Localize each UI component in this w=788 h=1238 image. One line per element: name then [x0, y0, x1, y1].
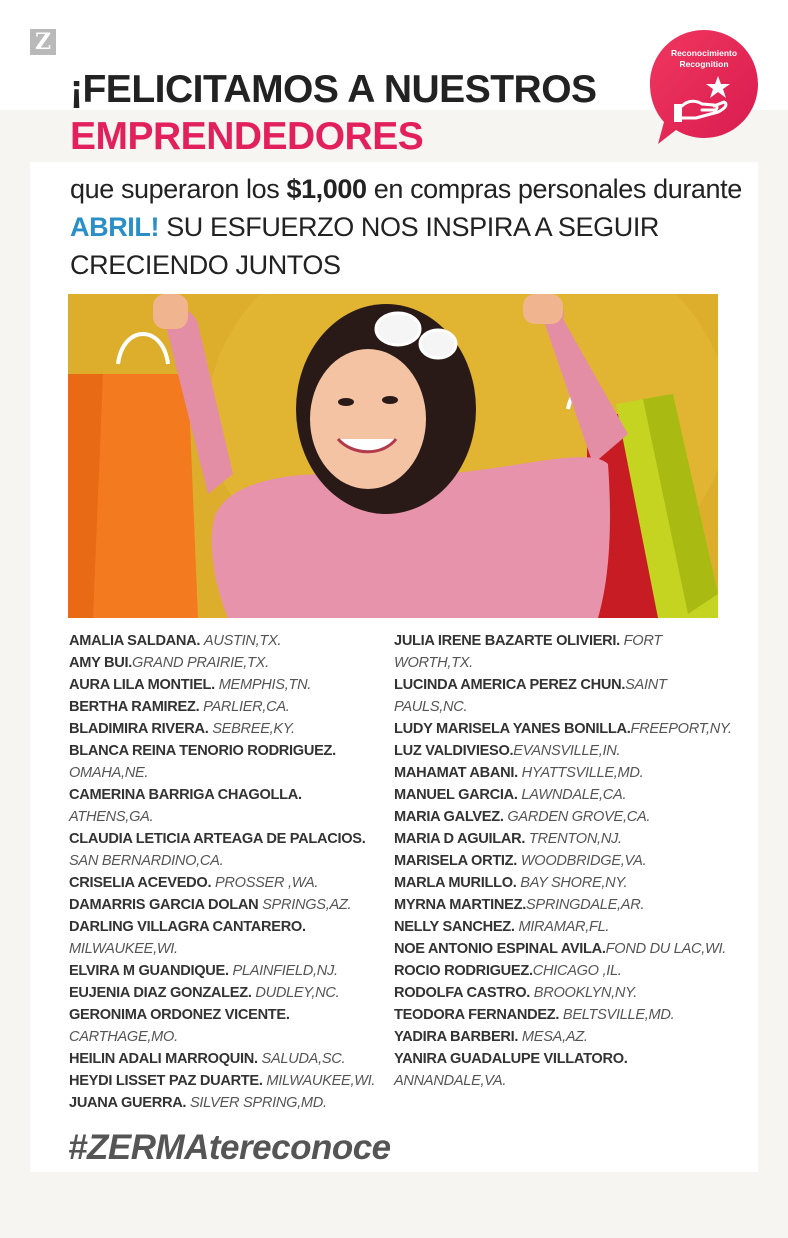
- recognized-entry: [394, 762, 734, 784]
- recognized-entry: [394, 1048, 734, 1092]
- recognized-name: HEYDI LISSET PAZ DUARTE.: [69, 1073, 267, 1089]
- recognized-city: TRENTON,NJ.: [528, 831, 622, 847]
- recognized-entry: [69, 696, 387, 718]
- recognized-name: JULIA IRENE BAZARTE OLIVIERI.: [394, 633, 624, 649]
- recognized-name: CLAUDIA LETICIA ARTEAGA DE PALACIOS.: [69, 831, 366, 847]
- recognized-name: GERONIMA ORDONEZ VICENTE.: [69, 1007, 290, 1023]
- badge-line-2: Recognition: [679, 59, 729, 69]
- recognized-entry: [394, 938, 734, 960]
- recognized-city: MILWAUKEE,WI.: [69, 941, 178, 957]
- recognized-entry: [394, 674, 734, 718]
- recognized-entry: [69, 1070, 387, 1092]
- recognized-city: BAY SHORE,NY.: [520, 875, 628, 891]
- intro-text: [70, 170, 760, 284]
- recognized-city: SPRINGS,AZ.: [262, 897, 352, 913]
- recognized-name: LUCINDA AMERICA PEREZ CHUN.: [394, 677, 626, 693]
- recognized-name: MARIA D AGUILAR.: [394, 831, 529, 847]
- recognized-name: MARIA GALVEZ.: [394, 809, 508, 825]
- recognized-entry: [69, 894, 387, 916]
- recognized-city: DUDLEY,NC.: [255, 985, 340, 1001]
- recognized-name: AURA LILA MONTIEL.: [69, 677, 219, 693]
- recognized-name: LUZ VALDIVIESO.: [394, 743, 514, 759]
- z-logo-icon: Z: [30, 29, 56, 55]
- recognized-city: EVANSVILLE,IN.: [513, 743, 621, 759]
- recognized-entry: [69, 652, 387, 674]
- recognized-entry: [394, 828, 734, 850]
- recognized-city: AUSTIN,TX.: [203, 633, 282, 649]
- recognized-name: CRISELIA ACEVEDO.: [69, 875, 215, 891]
- recognized-city: BELTSVILLE,MD.: [562, 1007, 675, 1023]
- recognized-name: NOE ANTONIO ESPINAL AVILA.: [394, 941, 606, 957]
- intro-month: ABRIL!: [70, 212, 160, 242]
- recognized-name: RODOLFA CASTRO.: [394, 985, 534, 1001]
- recognition-badge: [648, 28, 760, 146]
- recognized-entry: [69, 674, 387, 696]
- recognized-name: YANIRA GUADALUPE VILLATORO.: [394, 1051, 628, 1067]
- hero-photo: [68, 294, 718, 618]
- recognized-city: MILWAUKEE,WI.: [266, 1073, 376, 1089]
- recognized-city: PARLIER,CA.: [203, 699, 290, 715]
- recognized-city: MESA,AZ.: [521, 1029, 588, 1045]
- recognized-entry: [69, 1048, 387, 1070]
- recognized-name: MARISELA ORTIZ.: [394, 853, 521, 869]
- recognized-name: MANUEL GARCIA.: [394, 787, 522, 803]
- recognized-name: BERTHA RAMIREZ.: [69, 699, 204, 715]
- recognized-name: NELLY SANCHEZ.: [394, 919, 519, 935]
- recognized-city: SEBREE,KY.: [212, 721, 295, 737]
- recognized-name: MARLA MURILLO.: [394, 875, 521, 891]
- recognized-entry: [69, 960, 387, 982]
- recognized-city: ATHENS,GA.: [69, 809, 154, 825]
- recognized-name: DAMARRIS GARCIA DOLAN: [69, 897, 263, 913]
- recognized-list-left: [69, 630, 387, 1114]
- recognized-city: HYATTSVILLE,MD.: [521, 765, 644, 781]
- recognized-entry: [394, 630, 734, 674]
- recognized-city: FREEPORT,NY.: [630, 721, 732, 737]
- recognized-city: GRAND PRAIRIE,TX.: [132, 655, 269, 671]
- recognized-name: ELVIRA M GUANDIQUE.: [69, 963, 233, 979]
- recognized-city: SAINT PAULS,NC.: [394, 677, 667, 715]
- intro-text-part-3: SU ESFUERZO NOS INSPIRA A SEGUIR CRECIENDO JUNTOS: [70, 212, 660, 280]
- recognized-entry: [69, 828, 387, 872]
- intro-text-part-2: en compras personales durante: [366, 174, 742, 204]
- intro-text-part-1: que superaron los: [70, 174, 287, 204]
- recognized-entry: [69, 784, 387, 828]
- recognized-entry: [69, 718, 387, 740]
- recognized-city: CHICAGO ,IL.: [532, 963, 622, 979]
- recognized-name: AMALIA SALDANA.: [69, 633, 204, 649]
- recognized-entry: [69, 630, 387, 652]
- recognized-name: TEODORA FERNANDEZ.: [394, 1007, 563, 1023]
- recognized-city: LAWNDALE,CA.: [521, 787, 627, 803]
- headline-line-2: EMPRENDEDORES: [70, 115, 424, 158]
- recognized-entry: [69, 982, 387, 1004]
- recognized-entry: [394, 982, 734, 1004]
- recognized-city: CARTHAGE,MO.: [69, 1029, 178, 1045]
- headline-line-1: ¡FELICITAMOS A NUESTROS: [70, 68, 597, 111]
- badge-line-1: Reconocimiento: [670, 48, 738, 58]
- intro-amount: $1,000: [286, 174, 367, 204]
- recognized-entry: [394, 916, 734, 938]
- recognized-entry: [394, 960, 734, 982]
- shopping-bag-orange: [68, 334, 198, 618]
- recognized-entry: [69, 740, 387, 784]
- recognized-name: HEILIN ADALI MARROQUIN.: [69, 1051, 262, 1067]
- recognized-name: EUJENIA DIAZ GONZALEZ.: [69, 985, 256, 1001]
- recognized-entry: [69, 1092, 387, 1114]
- recognized-name: YADIRA BARBERI.: [394, 1029, 522, 1045]
- recognized-name: DARLING VILLAGRA CANTARERO.: [69, 919, 306, 935]
- recognized-city: PROSSER ,WA.: [214, 875, 319, 891]
- hashtag: #ZERMAtereconoce: [68, 1128, 391, 1167]
- recognized-entry: [394, 1026, 734, 1048]
- recognized-city: OMAHA,NE.: [69, 765, 149, 781]
- recognized-city: SILVER SPRING,MD.: [189, 1095, 327, 1111]
- recognized-name: LUDY MARISELA YANES BONILLA.: [394, 721, 631, 737]
- recognized-entry: [394, 718, 734, 740]
- recognized-city: BROOKLYN,NY.: [533, 985, 637, 1001]
- recognized-list-right: [394, 630, 734, 1092]
- recognized-entry: [69, 872, 387, 894]
- recognized-city: GARDEN GROVE,CA.: [507, 809, 651, 825]
- recognized-entry: [394, 1004, 734, 1026]
- recognized-entry: [394, 850, 734, 872]
- recognized-entry: [69, 916, 387, 960]
- recognized-city: ANNANDALE,VA.: [394, 1073, 507, 1089]
- recognized-name: AMY BUI.: [69, 655, 133, 671]
- recognized-name: MAHAMAT ABANI.: [394, 765, 522, 781]
- recognized-entry: [394, 894, 734, 916]
- recognized-name: CAMERINA BARRIGA CHAGOLLA.: [69, 787, 302, 803]
- recognized-city: PLAINFIELD,NJ.: [232, 963, 338, 979]
- recognized-city: MIRAMAR,FL.: [518, 919, 610, 935]
- recognized-entry: [394, 872, 734, 894]
- recognized-city: WOODBRIDGE,VA.: [520, 853, 647, 869]
- recognized-entry: [394, 740, 734, 762]
- recognized-city: MEMPHIS,TN.: [218, 677, 312, 693]
- recognized-city: FOND DU LAC,WI.: [605, 941, 727, 957]
- recognized-city: SPRINGDALE,AR.: [525, 897, 645, 913]
- recognized-name: BLADIMIRA RIVERA.: [69, 721, 213, 737]
- recognized-entry: [394, 784, 734, 806]
- recognized-entry: [69, 1004, 387, 1048]
- recognized-city: FORT WORTH,TX.: [394, 633, 662, 671]
- recognized-name: JUANA GUERRA.: [69, 1095, 190, 1111]
- recognized-name: ROCIO RODRIGUEZ.: [394, 963, 533, 979]
- recognized-city: SAN BERNARDINO,CA.: [69, 853, 224, 869]
- recognized-entry: [394, 806, 734, 828]
- recognized-name: BLANCA REINA TENORIO RODRIGUEZ.: [69, 743, 336, 759]
- recognized-city: SALUDA,SC.: [261, 1051, 346, 1067]
- recognized-name: MYRNA MARTINEZ.: [394, 897, 526, 913]
